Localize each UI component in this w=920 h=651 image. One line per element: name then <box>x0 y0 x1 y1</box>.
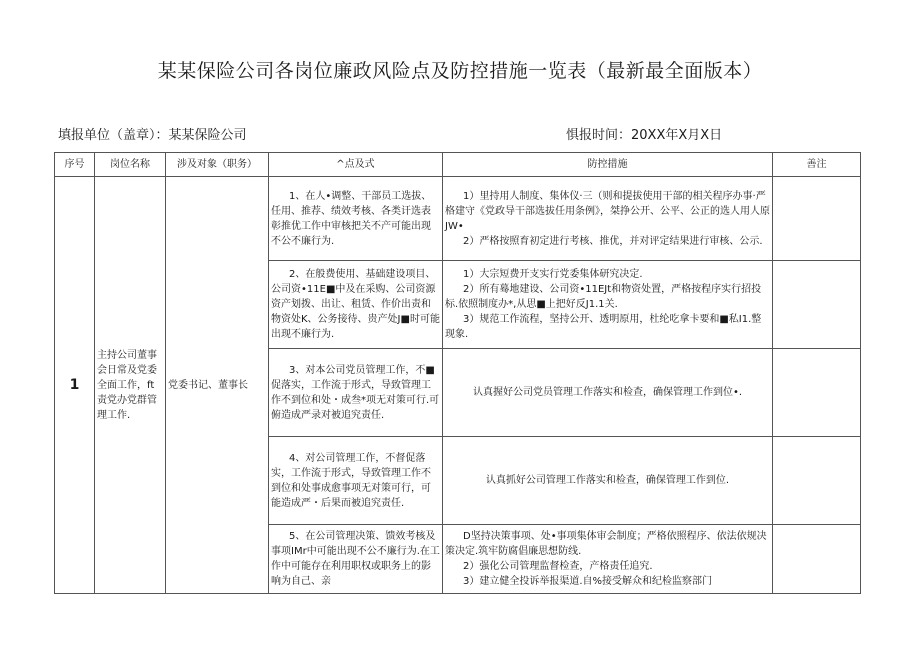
risk-table <box>54 152 861 594</box>
table-row <box>55 177 861 261</box>
remark-cell <box>773 261 861 349</box>
page-title: 某某保险公司各岗位廉政风险点及防控措施一览表（最新最全面版本） <box>157 60 763 82</box>
measure-text: 认真抓好公司管理工作落实和检查，确保管理工作到位. <box>485 475 730 486</box>
measure-text: 3）规范工作流程，坚持公开、透明原用，杜纶吃拿卡要和■私I1.整现象. <box>445 314 762 340</box>
remark-cell <box>773 349 861 437</box>
header-remark: 善注 <box>773 153 861 177</box>
risk-cell <box>269 261 443 349</box>
risk-cell <box>269 349 443 437</box>
remark-cell <box>773 177 861 261</box>
risk-text: 2、在般费使用、基础建设项目、公司资•11E■中及在采购、公司资源资产划拨、出让、租赁、作价出责和物资处K、公务接待、贵产处J■时可能出现不廉行为. <box>271 269 440 340</box>
measure-cell <box>443 349 773 437</box>
measure-text: 1）里持用人制度、集体仪·三（则和提拔使用干部的相关程序办事·严格建守《党政导干部选拔任用条例》，桀挣公开、公平、公正的选人用人原JW• <box>445 190 770 232</box>
row-seq: 1 <box>55 177 95 594</box>
measure-text: 2）所有蓦地建设、公司资•11EJt和物资处置，严格按程序实行招投标.依照制度办*,从思■上把好反J1.1关. <box>445 284 762 310</box>
measure-text: 认真握好公司党员管理工作落实和检查，确保管理工作到位•. <box>472 387 743 398</box>
header-seq: 序号 <box>55 153 95 177</box>
fill-unit: 填报单位（盖章）：某某保险公司 <box>58 128 247 143</box>
remark-cell <box>773 437 861 525</box>
table-header-row <box>55 153 861 177</box>
risk-text: 3、对本公司党员管理工作，不■促落实，工作流于形式，导致管理工作不到位和处・成叁*项无对策可行.可俯造成严录对被追究责任. <box>271 364 440 421</box>
risk-cell <box>269 525 443 594</box>
risk-cell <box>269 177 443 261</box>
row-object: 党委书记、董事长 <box>166 177 269 594</box>
risk-cell <box>269 437 443 525</box>
measure-text: 1）大宗短费开支实行党委集体研究决定. <box>463 269 643 280</box>
measure-text: 2）强化公司管理监督检查，产格责任追究. <box>463 561 653 572</box>
header-post: 岗位名称 <box>95 153 166 177</box>
risk-text: 1、在人•调整、干部员工选拔、任用、推荐、绩效考核、各类讦选表彰推优工作中审核把关不产可能出现不公不廉行为. <box>271 190 432 247</box>
measure-cell <box>443 177 773 261</box>
fill-time: 惧报时间：20XX年X月X日 <box>566 128 723 143</box>
remark-cell <box>773 525 861 594</box>
risk-text: 4、对公司管理工作，不督促落实，工作流于形式，导致管理工作不到位和处事成愈事项无对策可行，可能造成严・后果而被追究责任. <box>271 452 431 509</box>
header-risk: ^点及式 <box>269 153 443 177</box>
risk-text: 5、在公司管理决策、馈效考核及事项IMr中可能出现不公不廉行为.在工作中可能存在利用职权或职务上的影响为自己、亲 <box>271 531 440 587</box>
header-measure: 防控措施 <box>443 153 773 177</box>
row-post: 主持公司董事会日常及党委全面工作，ft责党办党群管理工作. <box>95 177 166 594</box>
measure-text: 3）建立健全投诉举报渠道.自%接受解众和纪检监察部门 <box>463 576 713 587</box>
header-object: 涉及对象（职务） <box>166 153 269 177</box>
measure-cell <box>443 525 773 594</box>
measure-cell <box>443 261 773 349</box>
measure-text: D坚持决策事项、处•事项集体审会制度；严格依照程序、依法依规决策决定.筑牢防腐倡廉思想防线. <box>445 531 767 557</box>
measure-text: 2）严格按照育初定进行考核、推优，并对评定结果进行审核、公示. <box>463 235 763 247</box>
measure-cell <box>443 437 773 525</box>
